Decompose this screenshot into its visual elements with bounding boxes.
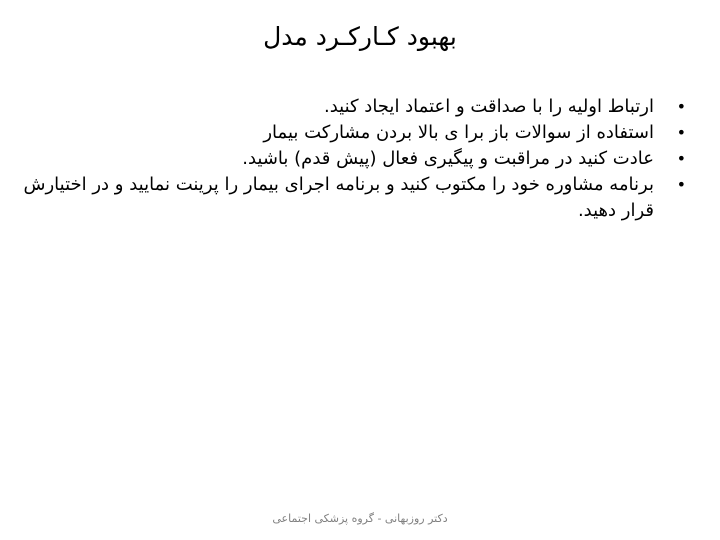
bullet-item: [20, 94, 690, 120]
bullet-item: [20, 120, 690, 146]
bullet-text: برنامه مشاوره خود را مکتوب کنید و برنامه اجرای بیمار را پرینت نمایید و در اختیارش قرار دهید.: [23, 174, 654, 221]
bullet-icon: •: [676, 175, 686, 194]
slide-footer: دکتر روزبهانی - گروه پزشکی اجتماعی: [272, 512, 448, 525]
bullet-text: استفاده از سوالات باز برا ی بالا بردن مشارکت بیمار: [263, 122, 654, 143]
bullet-text: عادت کنید در مراقبت و پیگیری فعال (پیش قدم) باشید.: [242, 148, 654, 169]
bullet-item: [20, 172, 690, 224]
bullet-text: ارتباط اولیه را با صداقت و اعتماد ایجاد کنید.: [323, 96, 654, 117]
bullet-list: [20, 94, 690, 224]
bullet-icon: •: [676, 149, 686, 168]
slide-title: بهبود کـارکـرد مدل: [263, 22, 457, 51]
bullet-icon: •: [676, 97, 686, 116]
bullet-icon: •: [676, 123, 686, 142]
bullet-item: [20, 146, 690, 172]
